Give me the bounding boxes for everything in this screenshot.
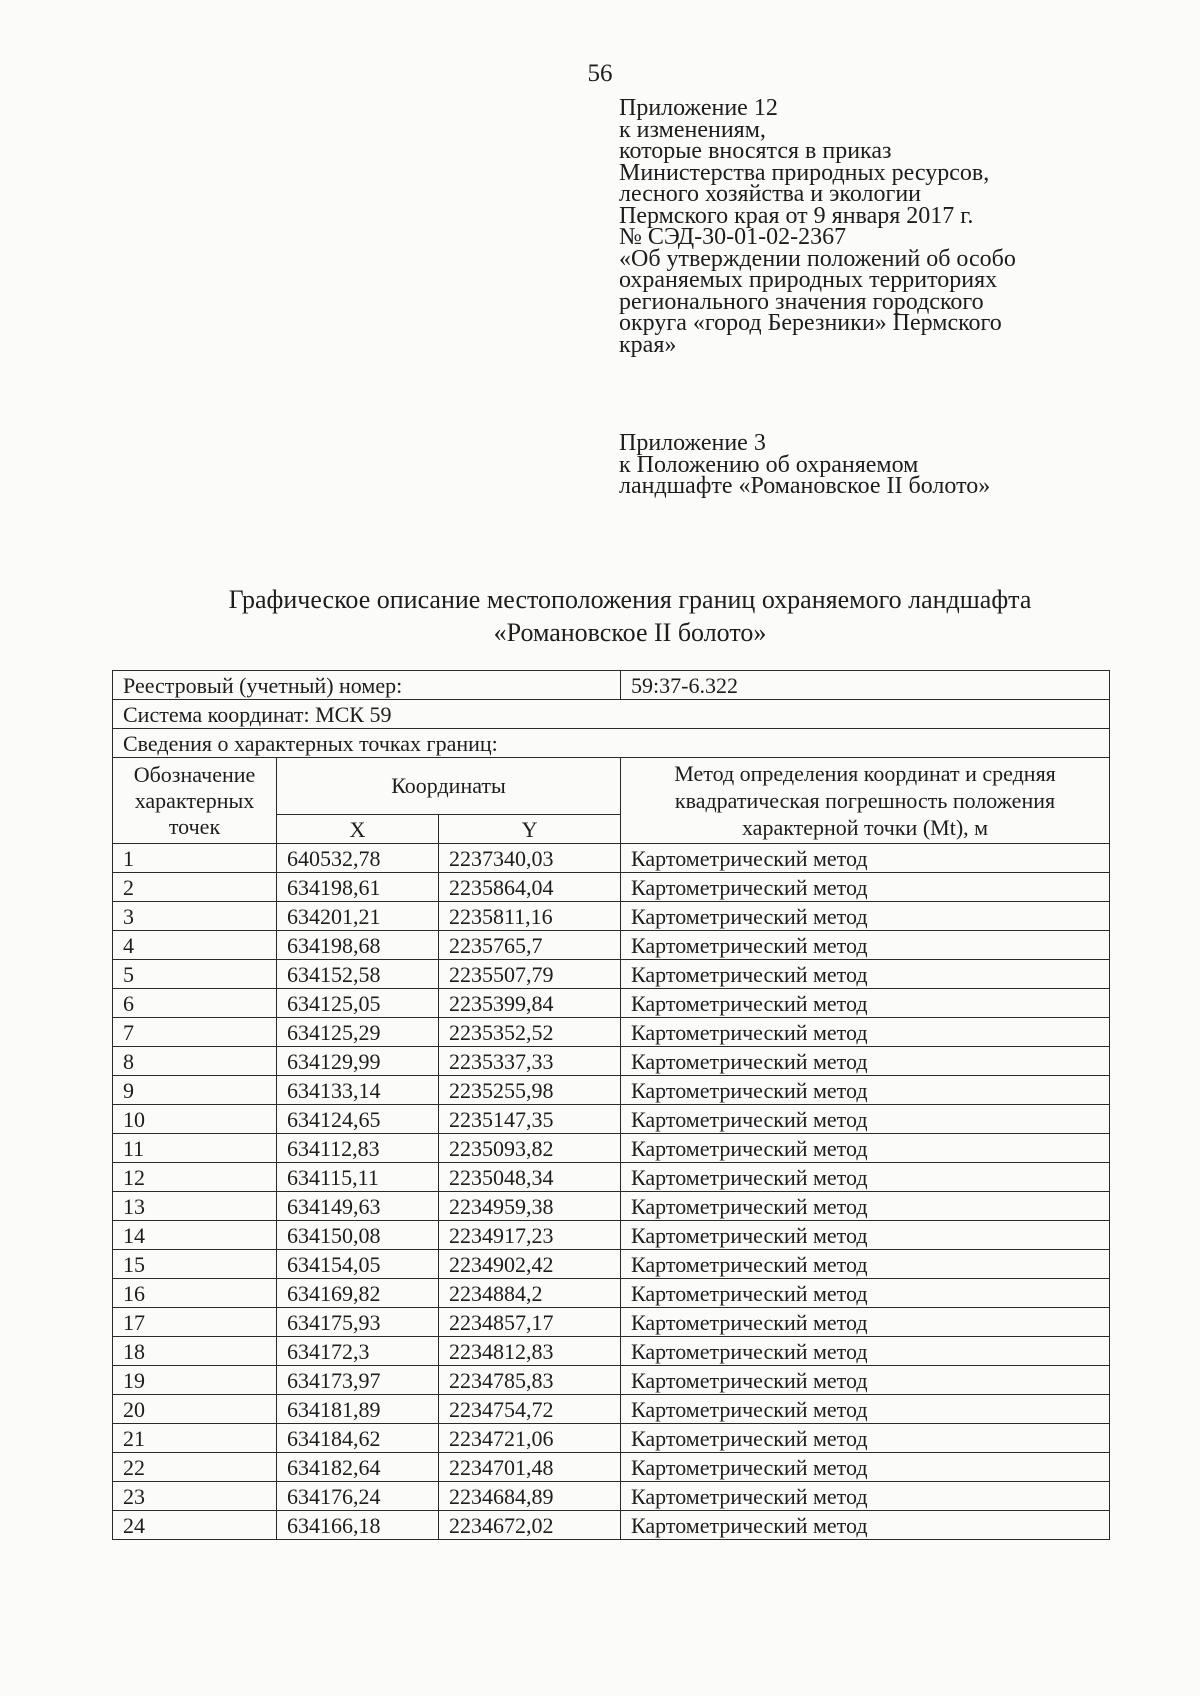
table-row (113, 1453, 1110, 1482)
method-cell: Картометрический метод (621, 1308, 1110, 1337)
annex-line: регионального значения городского (619, 288, 984, 315)
method-cell: Картометрический метод (621, 1279, 1110, 1308)
table-row (113, 1221, 1110, 1250)
coord-x: 634125,05 (277, 989, 439, 1018)
table-row (113, 1366, 1110, 1395)
registry-label: Реестровый (учетный) номер: (113, 671, 621, 700)
header-designation: Обозначение характерных точек (113, 758, 277, 844)
coord-x: 634173,97 (277, 1366, 439, 1395)
point-number: 15 (113, 1250, 277, 1279)
coord-x: 634149,63 (277, 1192, 439, 1221)
point-number: 11 (113, 1134, 277, 1163)
coord-x: 634182,64 (277, 1453, 439, 1482)
header-x: X (277, 814, 439, 843)
method-cell: Картометрический метод (621, 931, 1110, 960)
title-line-1: Графическое описание местоположения границ охраняемого ландшафта (228, 585, 1032, 614)
table-row (113, 931, 1110, 960)
table-row (113, 873, 1110, 902)
table-row (113, 1511, 1110, 1540)
point-number: 22 (113, 1453, 277, 1482)
table-row (113, 1018, 1110, 1047)
point-number: 6 (113, 989, 277, 1018)
table-row (113, 1395, 1110, 1424)
coord-y: 2235352,52 (439, 1018, 621, 1047)
annex-line: охраняемых природных территориях (619, 267, 998, 293)
method-cell: Картометрический метод (621, 1482, 1110, 1511)
point-number: 21 (113, 1424, 277, 1453)
title-line-2: «Романовское II болото» (493, 618, 767, 647)
coord-x: 634166,18 (277, 1511, 439, 1540)
coord-x: 634198,61 (277, 873, 439, 902)
coord-x: 634154,05 (277, 1250, 439, 1279)
coord-y: 2235811,16 (439, 902, 621, 931)
table-row (113, 1482, 1110, 1511)
point-number: 4 (113, 931, 277, 960)
method-cell: Картометрический метод (621, 1076, 1110, 1105)
points-info-label: Сведения о характерных точках границ: (113, 729, 1110, 758)
coord-x: 640532,78 (277, 844, 439, 873)
point-number: 12 (113, 1163, 277, 1192)
table-row (113, 1163, 1110, 1192)
method-cell: Картометрический метод (621, 844, 1110, 873)
coord-x: 634201,21 (277, 902, 439, 931)
coord-y: 2234902,42 (439, 1250, 621, 1279)
annex-line: к Положению об охраняемом (619, 451, 919, 478)
method-cell: Картометрический метод (621, 873, 1110, 902)
document-title (150, 583, 1110, 649)
coord-y: 2234721,06 (439, 1424, 621, 1453)
table-row (113, 1047, 1110, 1076)
coord-y: 2235399,84 (439, 989, 621, 1018)
table-row (113, 989, 1110, 1018)
coord-y: 2235337,33 (439, 1047, 621, 1076)
coord-x: 634112,83 (277, 1134, 439, 1163)
annex-line: Приложение 3 (619, 430, 766, 456)
annex-line: края» (619, 331, 677, 358)
annex-line: Пермского края от 9 января 2017 г. (619, 202, 974, 229)
coord-x: 634150,08 (277, 1221, 439, 1250)
table-row (113, 1105, 1110, 1134)
coord-y: 2235048,34 (439, 1163, 621, 1192)
point-number: 9 (113, 1076, 277, 1105)
method-cell: Картометрический метод (621, 1221, 1110, 1250)
coord-y: 2235147,35 (439, 1105, 621, 1134)
coord-y: 2234684,89 (439, 1482, 621, 1511)
coord-y: 2234785,83 (439, 1366, 621, 1395)
coord-y: 2234884,2 (439, 1279, 621, 1308)
point-number: 14 (113, 1221, 277, 1250)
coord-x: 634172,3 (277, 1337, 439, 1366)
coord-x: 634169,82 (277, 1279, 439, 1308)
table-row (113, 1279, 1110, 1308)
point-number: 8 (113, 1047, 277, 1076)
method-cell: Картометрический метод (621, 989, 1110, 1018)
point-number: 16 (113, 1279, 277, 1308)
coord-x: 634181,89 (277, 1395, 439, 1424)
method-cell: Картометрический метод (621, 1105, 1110, 1134)
coord-x: 634175,93 (277, 1308, 439, 1337)
table-row (113, 1337, 1110, 1366)
coord-y: 2234701,48 (439, 1453, 621, 1482)
annex-line: «Об утверждении положений об особо (619, 245, 1016, 272)
point-number: 1 (113, 844, 277, 873)
boundary-points-table (112, 670, 1110, 1540)
annex-line: Приложение 12 (619, 95, 778, 121)
method-cell: Картометрический метод (621, 1134, 1110, 1163)
method-cell: Картометрический метод (621, 1018, 1110, 1047)
point-number: 13 (113, 1192, 277, 1221)
coord-x: 634124,65 (277, 1105, 439, 1134)
coord-y: 2235093,82 (439, 1134, 621, 1163)
coord-x: 634152,58 (277, 960, 439, 989)
coord-x: 634133,14 (277, 1076, 439, 1105)
coord-x: 634125,29 (277, 1018, 439, 1047)
coord-x: 634184,62 (277, 1424, 439, 1453)
point-number: 24 (113, 1511, 277, 1540)
coord-x: 634115,11 (277, 1163, 439, 1192)
header-method: Метод определения координат и средняя квадратическая погрешность положения характерной точки (Mt), м (621, 758, 1110, 844)
coord-y: 2235255,98 (439, 1076, 621, 1105)
coord-x: 634129,99 (277, 1047, 439, 1076)
method-cell: Картометрический метод (621, 1163, 1110, 1192)
coord-y: 2234754,72 (439, 1395, 621, 1424)
method-cell: Картометрический метод (621, 1395, 1110, 1424)
method-cell: Картометрический метод (621, 1337, 1110, 1366)
annex-line: которые вносятся в приказ (619, 138, 892, 164)
point-number: 5 (113, 960, 277, 989)
table-row (113, 1076, 1110, 1105)
annex-12-reference (619, 95, 1089, 358)
coordinate-system: Система координат: МСК 59 (113, 700, 1110, 729)
annex-3-reference (619, 430, 1089, 499)
point-number: 3 (113, 902, 277, 931)
point-number: 2 (113, 873, 277, 902)
method-cell: Картометрический метод (621, 1047, 1110, 1076)
annex-line: к изменениям, (619, 116, 766, 143)
annex-line: Министерства природных ресурсов, (619, 159, 990, 186)
annex-line: лесного хозяйства и экологии (619, 181, 922, 207)
coord-y: 2237340,03 (439, 844, 621, 873)
table-row (113, 1308, 1110, 1337)
annex-line: округа «город Березники» Пермского (619, 310, 1002, 336)
method-cell: Картометрический метод (621, 1366, 1110, 1395)
table-row (113, 1250, 1110, 1279)
method-cell: Картометрический метод (621, 960, 1110, 989)
coord-y: 2234672,02 (439, 1511, 621, 1540)
point-number: 10 (113, 1105, 277, 1134)
table-row (113, 902, 1110, 931)
table-row (113, 1424, 1110, 1453)
table-row (113, 1192, 1110, 1221)
annex-line: № СЭД-30-01-02-2367 (619, 224, 847, 250)
page-number: 56 (587, 60, 613, 87)
coord-y: 2234917,23 (439, 1221, 621, 1250)
registry-value: 59:37-6.322 (621, 671, 1110, 700)
method-cell: Картометрический метод (621, 1250, 1110, 1279)
coord-y: 2234959,38 (439, 1192, 621, 1221)
coord-y: 2235864,04 (439, 873, 621, 902)
header-y: Y (439, 814, 621, 843)
coord-x: 634198,68 (277, 931, 439, 960)
point-number: 7 (113, 1018, 277, 1047)
coord-y: 2234812,83 (439, 1337, 621, 1366)
coord-x: 634176,24 (277, 1482, 439, 1511)
header-coordinates: Координаты (277, 758, 621, 815)
method-cell: Картометрический метод (621, 1511, 1110, 1540)
method-cell: Картометрический метод (621, 1453, 1110, 1482)
coord-y: 2235765,7 (439, 931, 621, 960)
coord-y: 2234857,17 (439, 1308, 621, 1337)
point-number: 20 (113, 1395, 277, 1424)
method-cell: Картометрический метод (621, 902, 1110, 931)
point-number: 17 (113, 1308, 277, 1337)
method-cell: Картометрический метод (621, 1192, 1110, 1221)
table-row (113, 844, 1110, 873)
method-cell: Картометрический метод (621, 1424, 1110, 1453)
table-row (113, 1134, 1110, 1163)
coord-y: 2235507,79 (439, 960, 621, 989)
point-number: 18 (113, 1337, 277, 1366)
table-row (113, 960, 1110, 989)
annex-line: ландшафте «Романовское II болото» (619, 473, 991, 499)
point-number: 23 (113, 1482, 277, 1511)
point-number: 19 (113, 1366, 277, 1395)
